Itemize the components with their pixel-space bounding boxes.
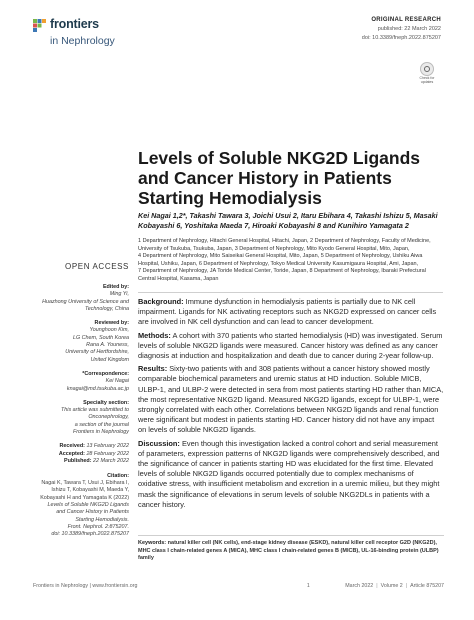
published-line: published: 22 March 2022	[377, 26, 441, 32]
reviewer-line[interactable]: Rana A. Youness,	[86, 342, 129, 349]
abstract-discussion	[138, 439, 444, 510]
affiliation-line: 1 Department of Nephrology, Hitachi General Hospital, Hitachi, Japan, 2 Department of Nephrology, Faculty of Medicine, University of Tsukuba, Tsukuba, Japan, 3 Department of Nephrology, Mito Kyodo General Hospital, Mito, Japan,	[138, 238, 431, 252]
methods-heading: Methods:	[138, 330, 171, 340]
edited-by-label: Edited by:	[102, 284, 129, 290]
citation-line: Kobayashi H and Yamagata K (2022)	[40, 494, 129, 501]
results-text: Sixty-two patients with and 308 patients without a cancer history showed mostly comparable biochemical parameters and uremic status at HD induction. Soluble MICB, ULBP-1, and ULBP-2 were detected in sera from most patients starting HD rather than MICA, the most representative NKG2D ligand. Measured NKG2D ligands, except for ULBP-1, were strongly correlated with each other. Correlations between NKG2D ligands and renal function were significant but modest in patients starting HD. Cancer history did not have any impact on levels of soluble NKG2D ligands.	[138, 364, 444, 435]
background-heading: Background:	[138, 297, 184, 306]
abstract-background	[138, 297, 444, 328]
article-type: ORIGINAL RESEARCH	[371, 17, 441, 23]
accepted-label: Accepted:	[58, 450, 85, 457]
footer-article: Article 875207	[410, 583, 444, 589]
publisher-name: frontiers	[50, 17, 99, 31]
background-text: Immune dysfunction in hemodialysis patients is partially due to NK cell impairment. Ligands for NK activating receptors such as NKG2D expressed on cancer cells are involved in NK cell dysfunction and can lead to cancer development.	[138, 297, 437, 327]
reviewed-by-block	[33, 320, 129, 364]
accepted-row	[33, 451, 129, 459]
reviewer-line: United Kingdom	[90, 356, 129, 363]
article-meta	[362, 16, 441, 43]
footer-journal[interactable]: Frontiers in Nephrology | www.frontiersin.org	[33, 583, 138, 589]
citation-line: Starting Hemodialysis.	[75, 516, 129, 523]
specialty-line: Onconephrology,	[88, 414, 129, 421]
discussion-heading: Discussion:	[138, 438, 180, 448]
footer-volume: Volume 2	[380, 583, 403, 589]
keywords-label: Keywords:	[138, 540, 167, 546]
abstract-methods	[138, 331, 444, 362]
specialty-line: This article was submitted to	[60, 407, 129, 414]
journal-name: in Nephrology	[50, 35, 115, 47]
received-date: 13 February 2022	[86, 443, 129, 450]
published-label: Published:	[63, 458, 92, 465]
editor-line: Technology, China	[84, 305, 129, 312]
discussion-text: Even though this investigation lacked a control cohort and serial measurement of parameters, expression patterns of NKG2D ligands were comprehensively described, and the significance of cancer in patients starting HD was elucidated for the first time. Elevated levels of soluble NKG2D ligands occurred potentially due to complex mechanisms of oxidative stress, with insufficient metabolism and excretion in a uremic milieu, but they might mask the significance of elevations in serum levels of soluble NKG2DLs in patients with a cancer history.	[138, 438, 440, 509]
open-access-label: OPEN ACCESS	[65, 262, 129, 271]
citation-doi[interactable]: doi: 10.3389/fneph.2022.875207	[51, 531, 129, 538]
reviewer-line: University of Hertfordshire,	[65, 349, 129, 356]
reviewer-line: LG Chem, South Korea	[72, 334, 129, 341]
frontiers-logo-icon	[33, 19, 46, 32]
affiliation-line: 4 Department of Nephrology, Mito Saiseikai General Hospital, Mito, Japan, 5 Department of Nephrology, Ushiku Aiwa Hospital, Ushiku, Japan, 6 Department of Nephrology, Tokyo Medical University Kasumigaura Hospital, Ami, Japan,	[138, 253, 423, 267]
citation-line: Levels of Soluble NKG2D Ligands	[47, 502, 129, 509]
abstract-results	[138, 364, 444, 435]
correspondence-name: Kei Nagai	[105, 378, 129, 385]
citation-line: and Cancer History in Patients	[56, 509, 129, 516]
edited-by-block	[33, 284, 129, 313]
accepted-date: 28 February 2022	[86, 450, 129, 457]
results-heading: Results:	[138, 364, 168, 374]
correspondence-label: *Correspondence:	[82, 370, 129, 377]
published-row	[33, 458, 129, 466]
check-updates-label: Check for updates	[419, 76, 435, 84]
keywords-text: natural killer cell (NK cells), end-stage kidney disease (ESKD), natural killer cell receptor G2D (NKG2D), MHC class I chain-related genes A (MICA), MHC class I chain-related genes B (MICB), UL-16-binding protein (ULBP) family	[138, 540, 439, 562]
specialty-line: a section of the journal	[74, 421, 129, 428]
affiliation-line: 7 Department of Nephrology, JA Toride Medical Center, Toride, Japan, 8 Department of Nephrology, Ibaraki Prefectural Central Hospital, Kasama, Japan	[138, 268, 426, 282]
keywords-divider	[138, 535, 444, 536]
reviewed-by-label: Reviewed by:	[94, 320, 129, 327]
specialty-block	[33, 400, 129, 436]
citation-block	[33, 473, 129, 539]
editor-line: Huazhong University of Science and	[42, 298, 129, 305]
article-title: Levels of Soluble NKG2D Ligands and Cancer History in Patients Starting Hemodialysis	[138, 148, 420, 208]
footer-meta: 1 March 2022 | Volume 2 | Article 875207	[306, 583, 444, 589]
correspondence-block	[33, 371, 129, 393]
specialty-label: Specialty section:	[83, 399, 129, 406]
reviewer-line[interactable]: Younghoon Kim,	[89, 327, 129, 334]
keywords	[138, 540, 444, 563]
journal-logo[interactable]	[33, 17, 133, 55]
citation-line: Front. Nephrol. 2:875207.	[67, 523, 129, 530]
dates-block	[33, 443, 129, 466]
citation-label: Citation:	[107, 472, 129, 479]
received-label: Received:	[59, 443, 85, 450]
editor-line[interactable]: Ming Yi,	[109, 291, 129, 298]
citation-line: Nagai K, Tawara T, Usui J, Ebihara I,	[41, 480, 129, 487]
citation-line: Ishizu T, Kobayashi M, Maeda Y,	[51, 487, 129, 494]
header-divider	[138, 292, 443, 293]
specialty-line: Frontiers in Nephrology	[72, 429, 129, 436]
footer-page: 1	[306, 583, 310, 589]
check-updates-icon	[420, 62, 434, 76]
affiliations	[138, 238, 443, 284]
doi-link[interactable]: doi: 10.3389/fneph.2022.875207	[361, 35, 441, 41]
published-date: 22 March 2022	[93, 458, 129, 465]
check-updates-badge[interactable]	[418, 62, 436, 84]
footer-date: March 2022	[345, 583, 374, 589]
received-row	[33, 443, 129, 451]
methods-text: A cohort with 370 patients who started hemodialysis (HD) was investigated. Serum levels of soluble NKG2D ligands were measured. Cancer history was defined as any cancer diagnosis at induction and hospitalization and death due to cancer during 2-year follow-up.	[138, 330, 443, 361]
author-list: Kei Nagai 1,2*, Takashi Tawara 3, Joichi Usui 2, Itaru Ebihara 4, Takashi Ishizu 5, Masaki Kobayashi 6, Yoshitaka Maeda 7, Hiroaki Kobayashi 8 and Kunihiro Yamagata 2	[138, 211, 438, 230]
abstract	[138, 297, 444, 513]
correspondence-email[interactable]: knagai@md.tsukuba.ac.jp	[66, 385, 129, 392]
article-sidebar	[33, 262, 129, 546]
